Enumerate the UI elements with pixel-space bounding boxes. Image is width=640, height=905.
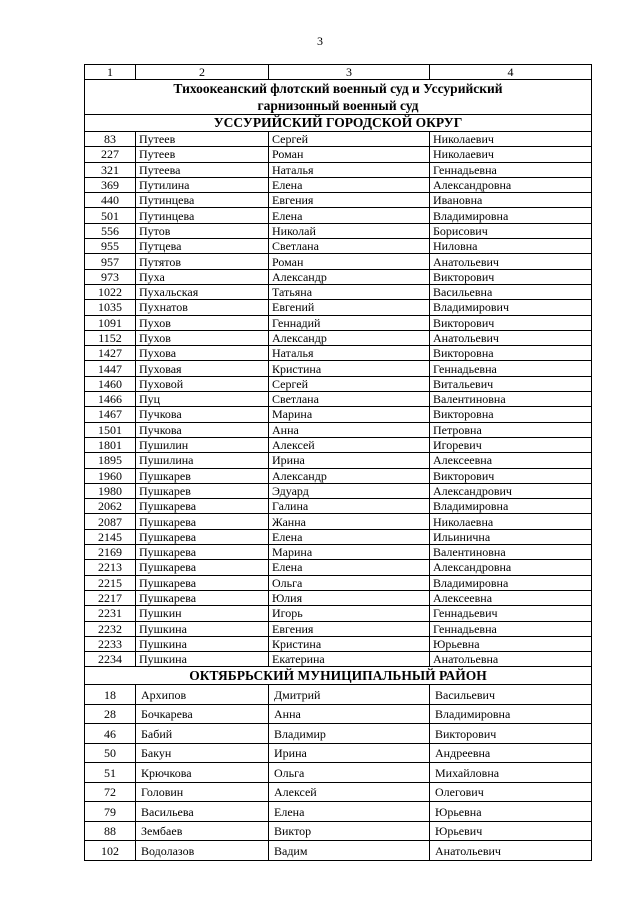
patronymic-cell: Викторовна [430,407,592,422]
patronymic-cell: Викторович [430,315,592,330]
court-title-line-2: гарнизонный военный суд [257,98,419,113]
table-row [85,193,592,208]
table-row [85,208,592,223]
patronymic-cell: Александровна [430,560,592,575]
table-row [85,743,592,763]
first-name-cell: Виктор [269,821,430,841]
first-name-cell: Кристина [269,636,430,651]
patronymic-cell: Анатольевич [430,254,592,269]
table-row [85,529,592,544]
surname-cell: Пушкарев [136,483,269,498]
surname-cell: Пухов [136,330,269,345]
registry-number-cell: 2213 [85,560,136,575]
patronymic-cell: Викторович [430,468,592,483]
first-name-cell: Жанна [269,514,430,529]
patronymic-cell: Ивановна [430,193,592,208]
surname-cell: Пухов [136,315,269,330]
patronymic-cell: Ильинична [430,529,592,544]
registry-number-cell: 1035 [85,300,136,315]
table-row [85,704,592,724]
first-name-cell: Евгения [269,621,430,636]
first-name-cell: Елена [269,529,430,544]
surname-cell: Пушкина [136,636,269,651]
table-row [85,652,592,667]
surname-cell: Пуха [136,269,269,284]
first-name-cell: Алексей [269,782,430,802]
surname-cell: Пуховая [136,361,269,376]
surname-cell: Путеев [136,132,269,147]
registry-number-cell: 2232 [85,621,136,636]
first-name-cell: Марина [269,545,430,560]
patronymic-cell: Валентиновна [430,545,592,560]
registry-number-cell: 973 [85,269,136,284]
table-row [85,606,592,621]
patronymic-cell: Геннадьевна [430,162,592,177]
registry-number-cell: 957 [85,254,136,269]
surname-cell: Пухальская [136,284,269,299]
patronymic-cell: Алексеевна [430,590,592,605]
court-title-line-1: Тихоокеанский флотский военный суд и Уссурийский [173,81,503,96]
table-row [85,162,592,177]
first-name-cell: Наталья [269,162,430,177]
column-number-2: 2 [136,65,269,80]
court-title [85,80,592,115]
patronymic-cell: Александрович [430,483,592,498]
patronymic-cell: Александровна [430,177,592,192]
jurors-table [84,64,592,861]
registry-number-cell: 501 [85,208,136,223]
table-row [85,422,592,437]
table-row [85,361,592,376]
surname-cell: Путинцева [136,193,269,208]
first-name-cell: Елена [269,177,430,192]
first-name-cell: Алексей [269,437,430,452]
patronymic-cell: Игоревич [430,437,592,452]
section-title-row [85,115,592,132]
surname-cell: Бакун [136,743,269,763]
first-name-cell: Игорь [269,606,430,621]
surname-cell: Пуц [136,392,269,407]
surname-cell: Крючкова [136,763,269,783]
registry-number-cell: 2217 [85,590,136,605]
registry-number-cell: 83 [85,132,136,147]
table-row [85,545,592,560]
surname-cell: Пушилин [136,437,269,452]
section-title: УССУРИЙСКИЙ ГОРОДСКОЙ ОКРУГ [85,115,592,132]
registry-number-cell: 2145 [85,529,136,544]
registry-number-cell: 2234 [85,652,136,667]
patronymic-cell: Васильевич [430,685,592,705]
first-name-cell: Елена [269,802,430,822]
patronymic-cell: Михайловна [430,763,592,783]
patronymic-cell: Николаевич [430,132,592,147]
first-name-cell: Елена [269,208,430,223]
table-row [85,621,592,636]
surname-cell: Пушкарева [136,560,269,575]
table-row [85,468,592,483]
registry-number-cell: 227 [85,147,136,162]
registry-number-cell: 2215 [85,575,136,590]
first-name-cell: Сергей [269,376,430,391]
table-row [85,147,592,162]
patronymic-cell: Алексеевна [430,453,592,468]
registry-number-cell: 2231 [85,606,136,621]
first-name-cell: Галина [269,499,430,514]
patronymic-cell: Анатольевна [430,652,592,667]
patronymic-cell: Юрьевич [430,821,592,841]
table-row [85,636,592,651]
registry-number-cell: 1022 [85,284,136,299]
patronymic-cell: Витальевич [430,376,592,391]
registry-number-cell: 50 [85,743,136,763]
table-row [85,177,592,192]
table-row [85,575,592,590]
first-name-cell: Владимир [269,724,430,744]
registry-number-cell: 1466 [85,392,136,407]
surname-cell: Пучкова [136,407,269,422]
patronymic-cell: Анатольевич [430,841,592,861]
surname-cell: Васильева [136,802,269,822]
column-number-row [85,65,592,80]
surname-cell: Пушкина [136,652,269,667]
patronymic-cell: Андреевна [430,743,592,763]
surname-cell: Путилина [136,177,269,192]
table-row [85,223,592,238]
table-row [85,330,592,345]
first-name-cell: Роман [269,147,430,162]
registry-number-cell: 72 [85,782,136,802]
surname-cell: Путятов [136,254,269,269]
first-name-cell: Дмитрий [269,685,430,705]
first-name-cell: Ирина [269,743,430,763]
jurors-table-body [85,65,592,861]
column-number-1: 1 [85,65,136,80]
registry-number-cell: 440 [85,193,136,208]
table-row [85,269,592,284]
first-name-cell: Геннадий [269,315,430,330]
table-row [85,499,592,514]
patronymic-cell: Владимировна [430,208,592,223]
registry-number-cell: 1152 [85,330,136,345]
first-name-cell: Марина [269,407,430,422]
registry-number-cell: 1427 [85,346,136,361]
registry-number-cell: 2062 [85,499,136,514]
registry-number-cell: 1895 [85,453,136,468]
registry-number-cell: 1801 [85,437,136,452]
first-name-cell: Светлана [269,392,430,407]
surname-cell: Пушкарева [136,499,269,514]
first-name-cell: Николай [269,223,430,238]
registry-number-cell: 955 [85,239,136,254]
registry-number-cell: 2233 [85,636,136,651]
surname-cell: Пушкарева [136,529,269,544]
patronymic-cell: Викторович [430,269,592,284]
patronymic-cell: Геннадьевна [430,361,592,376]
surname-cell: Путеева [136,162,269,177]
first-name-cell: Вадим [269,841,430,861]
table-row [85,841,592,861]
surname-cell: Водолазов [136,841,269,861]
patronymic-cell: Ниловна [430,239,592,254]
table-row [85,782,592,802]
surname-cell: Пушилина [136,453,269,468]
surname-cell: Пушкарева [136,514,269,529]
patronymic-cell: Геннадьевич [430,606,592,621]
column-number-3: 3 [269,65,430,80]
column-number-4: 4 [430,65,592,80]
patronymic-cell: Владимировна [430,575,592,590]
registry-number-cell: 1467 [85,407,136,422]
first-name-cell: Эдуард [269,483,430,498]
table-row [85,763,592,783]
table-row [85,437,592,452]
table-row [85,821,592,841]
surname-cell: Путцева [136,239,269,254]
registry-number-cell: 1447 [85,361,136,376]
registry-number-cell: 556 [85,223,136,238]
table-row [85,483,592,498]
surname-cell: Пушкина [136,621,269,636]
first-name-cell: Юлия [269,590,430,605]
registry-number-cell: 79 [85,802,136,822]
patronymic-cell: Анатольевич [430,330,592,345]
registry-number-cell: 51 [85,763,136,783]
table-row [85,802,592,822]
patronymic-cell: Викторовна [430,346,592,361]
patronymic-cell: Викторович [430,724,592,744]
patronymic-cell: Олегович [430,782,592,802]
registry-number-cell: 2087 [85,514,136,529]
table-row [85,315,592,330]
first-name-cell: Светлана [269,239,430,254]
first-name-cell: Евгений [269,300,430,315]
table-row [85,560,592,575]
first-name-cell: Ольга [269,575,430,590]
registry-number-cell: 1091 [85,315,136,330]
first-name-cell: Татьяна [269,284,430,299]
patronymic-cell: Васильевна [430,284,592,299]
registry-number-cell: 88 [85,821,136,841]
registry-number-cell: 1460 [85,376,136,391]
first-name-cell: Екатерина [269,652,430,667]
surname-cell: Пучкова [136,422,269,437]
surname-cell: Пуховой [136,376,269,391]
table-row [85,376,592,391]
section-title: ОКТЯБРЬСКИЙ МУНИЦИПАЛЬНЫЙ РАЙОН [85,667,592,685]
table-row [85,407,592,422]
table-row [85,254,592,269]
surname-cell: Путинцева [136,208,269,223]
surname-cell: Головин [136,782,269,802]
first-name-cell: Кристина [269,361,430,376]
registry-number-cell: 1501 [85,422,136,437]
surname-cell: Путов [136,223,269,238]
table-row [85,724,592,744]
surname-cell: Путеев [136,147,269,162]
first-name-cell: Александр [269,269,430,284]
table-row [85,590,592,605]
first-name-cell: Евгения [269,193,430,208]
page-number: 3 [317,34,323,48]
first-name-cell: Александр [269,468,430,483]
first-name-cell: Наталья [269,346,430,361]
registry-number-cell: 18 [85,685,136,705]
table-row [85,284,592,299]
patronymic-cell: Владимировна [430,704,592,724]
surname-cell: Пушкарев [136,468,269,483]
patronymic-cell: Борисович [430,223,592,238]
first-name-cell: Александр [269,330,430,345]
first-name-cell: Ирина [269,453,430,468]
first-name-cell: Анна [269,704,430,724]
patronymic-cell: Юрьевна [430,802,592,822]
registry-number-cell: 1960 [85,468,136,483]
registry-number-cell: 102 [85,841,136,861]
table-row [85,346,592,361]
patronymic-cell: Николаевна [430,514,592,529]
table-row [85,685,592,705]
table-row [85,300,592,315]
surname-cell: Пухнатов [136,300,269,315]
surname-cell: Пухова [136,346,269,361]
table-row [85,453,592,468]
table-row [85,392,592,407]
patronymic-cell: Петровна [430,422,592,437]
surname-cell: Бабий [136,724,269,744]
first-name-cell: Роман [269,254,430,269]
patronymic-cell: Валентиновна [430,392,592,407]
section-title-row [85,667,592,685]
surname-cell: Пушкарева [136,545,269,560]
first-name-cell: Сергей [269,132,430,147]
surname-cell: Бочкарева [136,704,269,724]
first-name-cell: Елена [269,560,430,575]
court-title-row [85,80,592,115]
registry-number-cell: 321 [85,162,136,177]
table-row [85,514,592,529]
surname-cell: Зембаев [136,821,269,841]
first-name-cell: Ольга [269,763,430,783]
patronymic-cell: Владимирович [430,300,592,315]
table-row [85,132,592,147]
patronymic-cell: Владимировна [430,499,592,514]
surname-cell: Пушкарева [136,590,269,605]
patronymic-cell: Николаевич [430,147,592,162]
surname-cell: Пушкин [136,606,269,621]
registry-number-cell: 1980 [85,483,136,498]
patronymic-cell: Юрьевна [430,636,592,651]
registry-number-cell: 369 [85,177,136,192]
registry-number-cell: 2169 [85,545,136,560]
registry-number-cell: 28 [85,704,136,724]
surname-cell: Пушкарева [136,575,269,590]
surname-cell: Архипов [136,685,269,705]
registry-number-cell: 46 [85,724,136,744]
table-row [85,239,592,254]
patronymic-cell: Геннадьевна [430,621,592,636]
first-name-cell: Анна [269,422,430,437]
